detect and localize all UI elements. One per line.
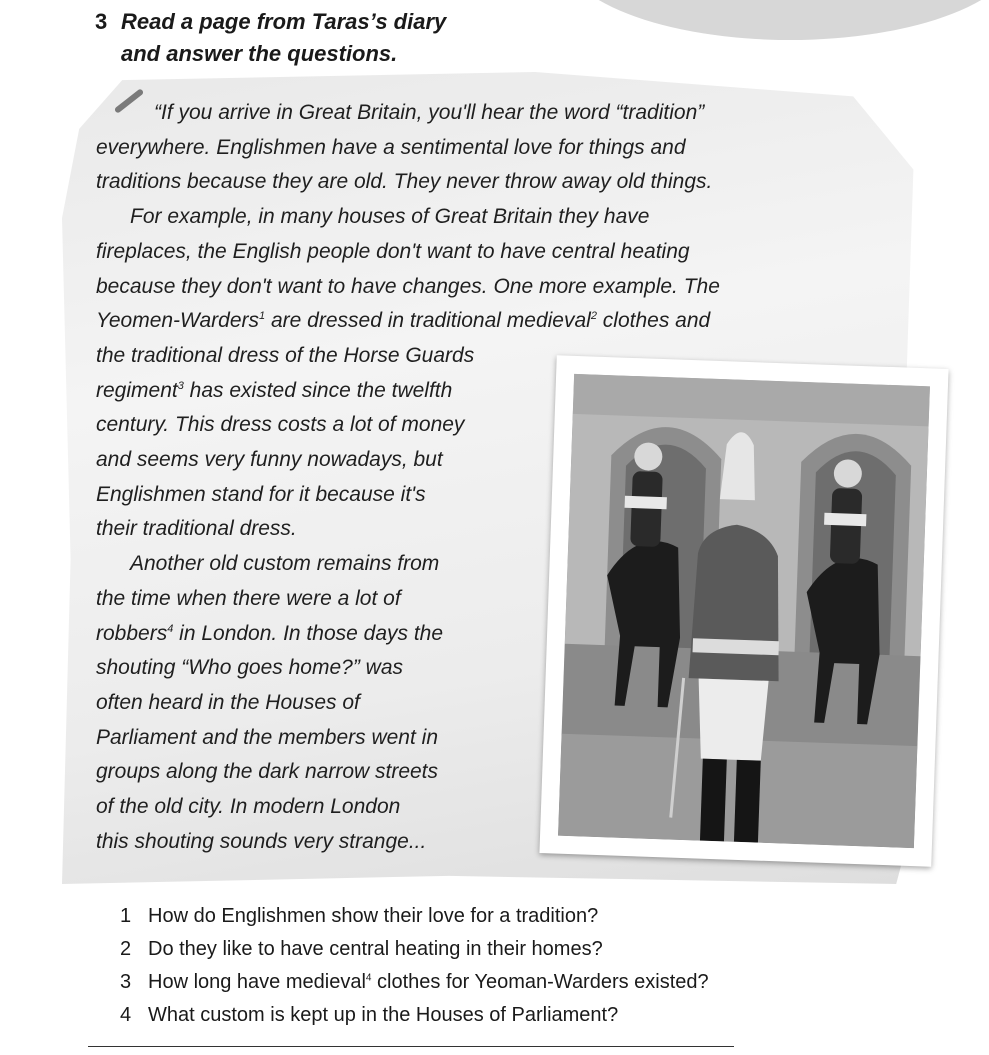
diary-line: this shouting sounds very strange... (96, 829, 427, 853)
diary-line: “If you arrive in Great Britain, you'll hear the word “tradition” (154, 101, 705, 124)
decorative-arc (560, 0, 989, 40)
question-number: 1 (120, 905, 132, 927)
question-item (120, 933, 709, 966)
diary-line-part: has existed since the twelfth (183, 378, 453, 402)
question-item (120, 966, 709, 999)
horse-guards-photo (558, 374, 930, 848)
task-heading (95, 6, 446, 70)
question-text: How long have medieval (148, 971, 366, 993)
diary-line-part: are dressed in traditional medieval (265, 309, 591, 333)
footnote-marker: 3 (177, 379, 184, 392)
diary-line: Another old custom remains from (130, 552, 440, 576)
footnote-marker: 4 (365, 972, 372, 984)
task-heading-line2: and answer the questions. (121, 41, 398, 66)
diary-line: everywhere. Englishmen have a sentimental love for things and (96, 135, 686, 159)
diary-line: and seems very funny nowadays, but (96, 448, 443, 472)
yeomen-warders-word: Yeomen-Warders (96, 309, 260, 333)
diary-line: often heard in the Houses of (96, 690, 360, 714)
diary-line: century. This dress costs a lot of money (96, 413, 465, 437)
question-item (120, 900, 709, 933)
question-number: 4 (120, 1004, 132, 1026)
task-heading-line1: Read a page from Taras’s diary (121, 9, 447, 34)
diary-line-part: robbers (96, 621, 168, 645)
diary-line-part: regiment (96, 378, 178, 402)
question-text: How do Englishmen show their love for a tradition? (148, 905, 599, 927)
diary-line: the traditional dress of the Horse Guards (96, 343, 475, 367)
diary-line: Englishmen stand for it because it's (96, 482, 426, 506)
diary-line: the time when there were a lot of (96, 586, 401, 610)
question-item (120, 999, 709, 1032)
diary-line: shouting “Who goes home?” was (96, 656, 403, 680)
question-number: 3 (120, 971, 132, 993)
footnote-marker: 2 (590, 310, 597, 323)
horse-guards-illustration (558, 374, 930, 848)
task-number: 3 (95, 9, 108, 34)
diary-line: because they don't want to have changes. One more example. The (96, 274, 720, 298)
bottom-rule (88, 1046, 734, 1047)
diary-line: of the old city. In modern London (96, 795, 401, 819)
questions-list (120, 900, 709, 1032)
question-text: Do they like to have central heating in their homes? (148, 938, 603, 960)
question-text-rest: clothes for Yeoman-Warders existed? (371, 971, 709, 993)
photo-frame (539, 355, 948, 866)
question-text: What custom is kept up in the Houses of Parliament? (148, 1004, 619, 1026)
diary-line: their traditional dress. (96, 517, 297, 541)
diary-line-part: clothes and (596, 309, 711, 333)
diary-line: groups along the dark narrow streets (96, 760, 439, 784)
diary-line: For example, in many houses of Great Britain they have (130, 205, 650, 229)
diary-line-part: in London. In those days the (173, 621, 444, 645)
footnote-marker: 4 (167, 622, 174, 635)
footnote-marker: 1 (259, 310, 266, 323)
question-number: 2 (120, 938, 132, 960)
diary-line: Parliament and the members went in (96, 725, 438, 749)
diary-line (96, 304, 876, 339)
diary-line: traditions because they are old. They never throw away old things. (96, 170, 713, 194)
diary-line: fireplaces, the English people don't want to have central heating (96, 239, 690, 263)
